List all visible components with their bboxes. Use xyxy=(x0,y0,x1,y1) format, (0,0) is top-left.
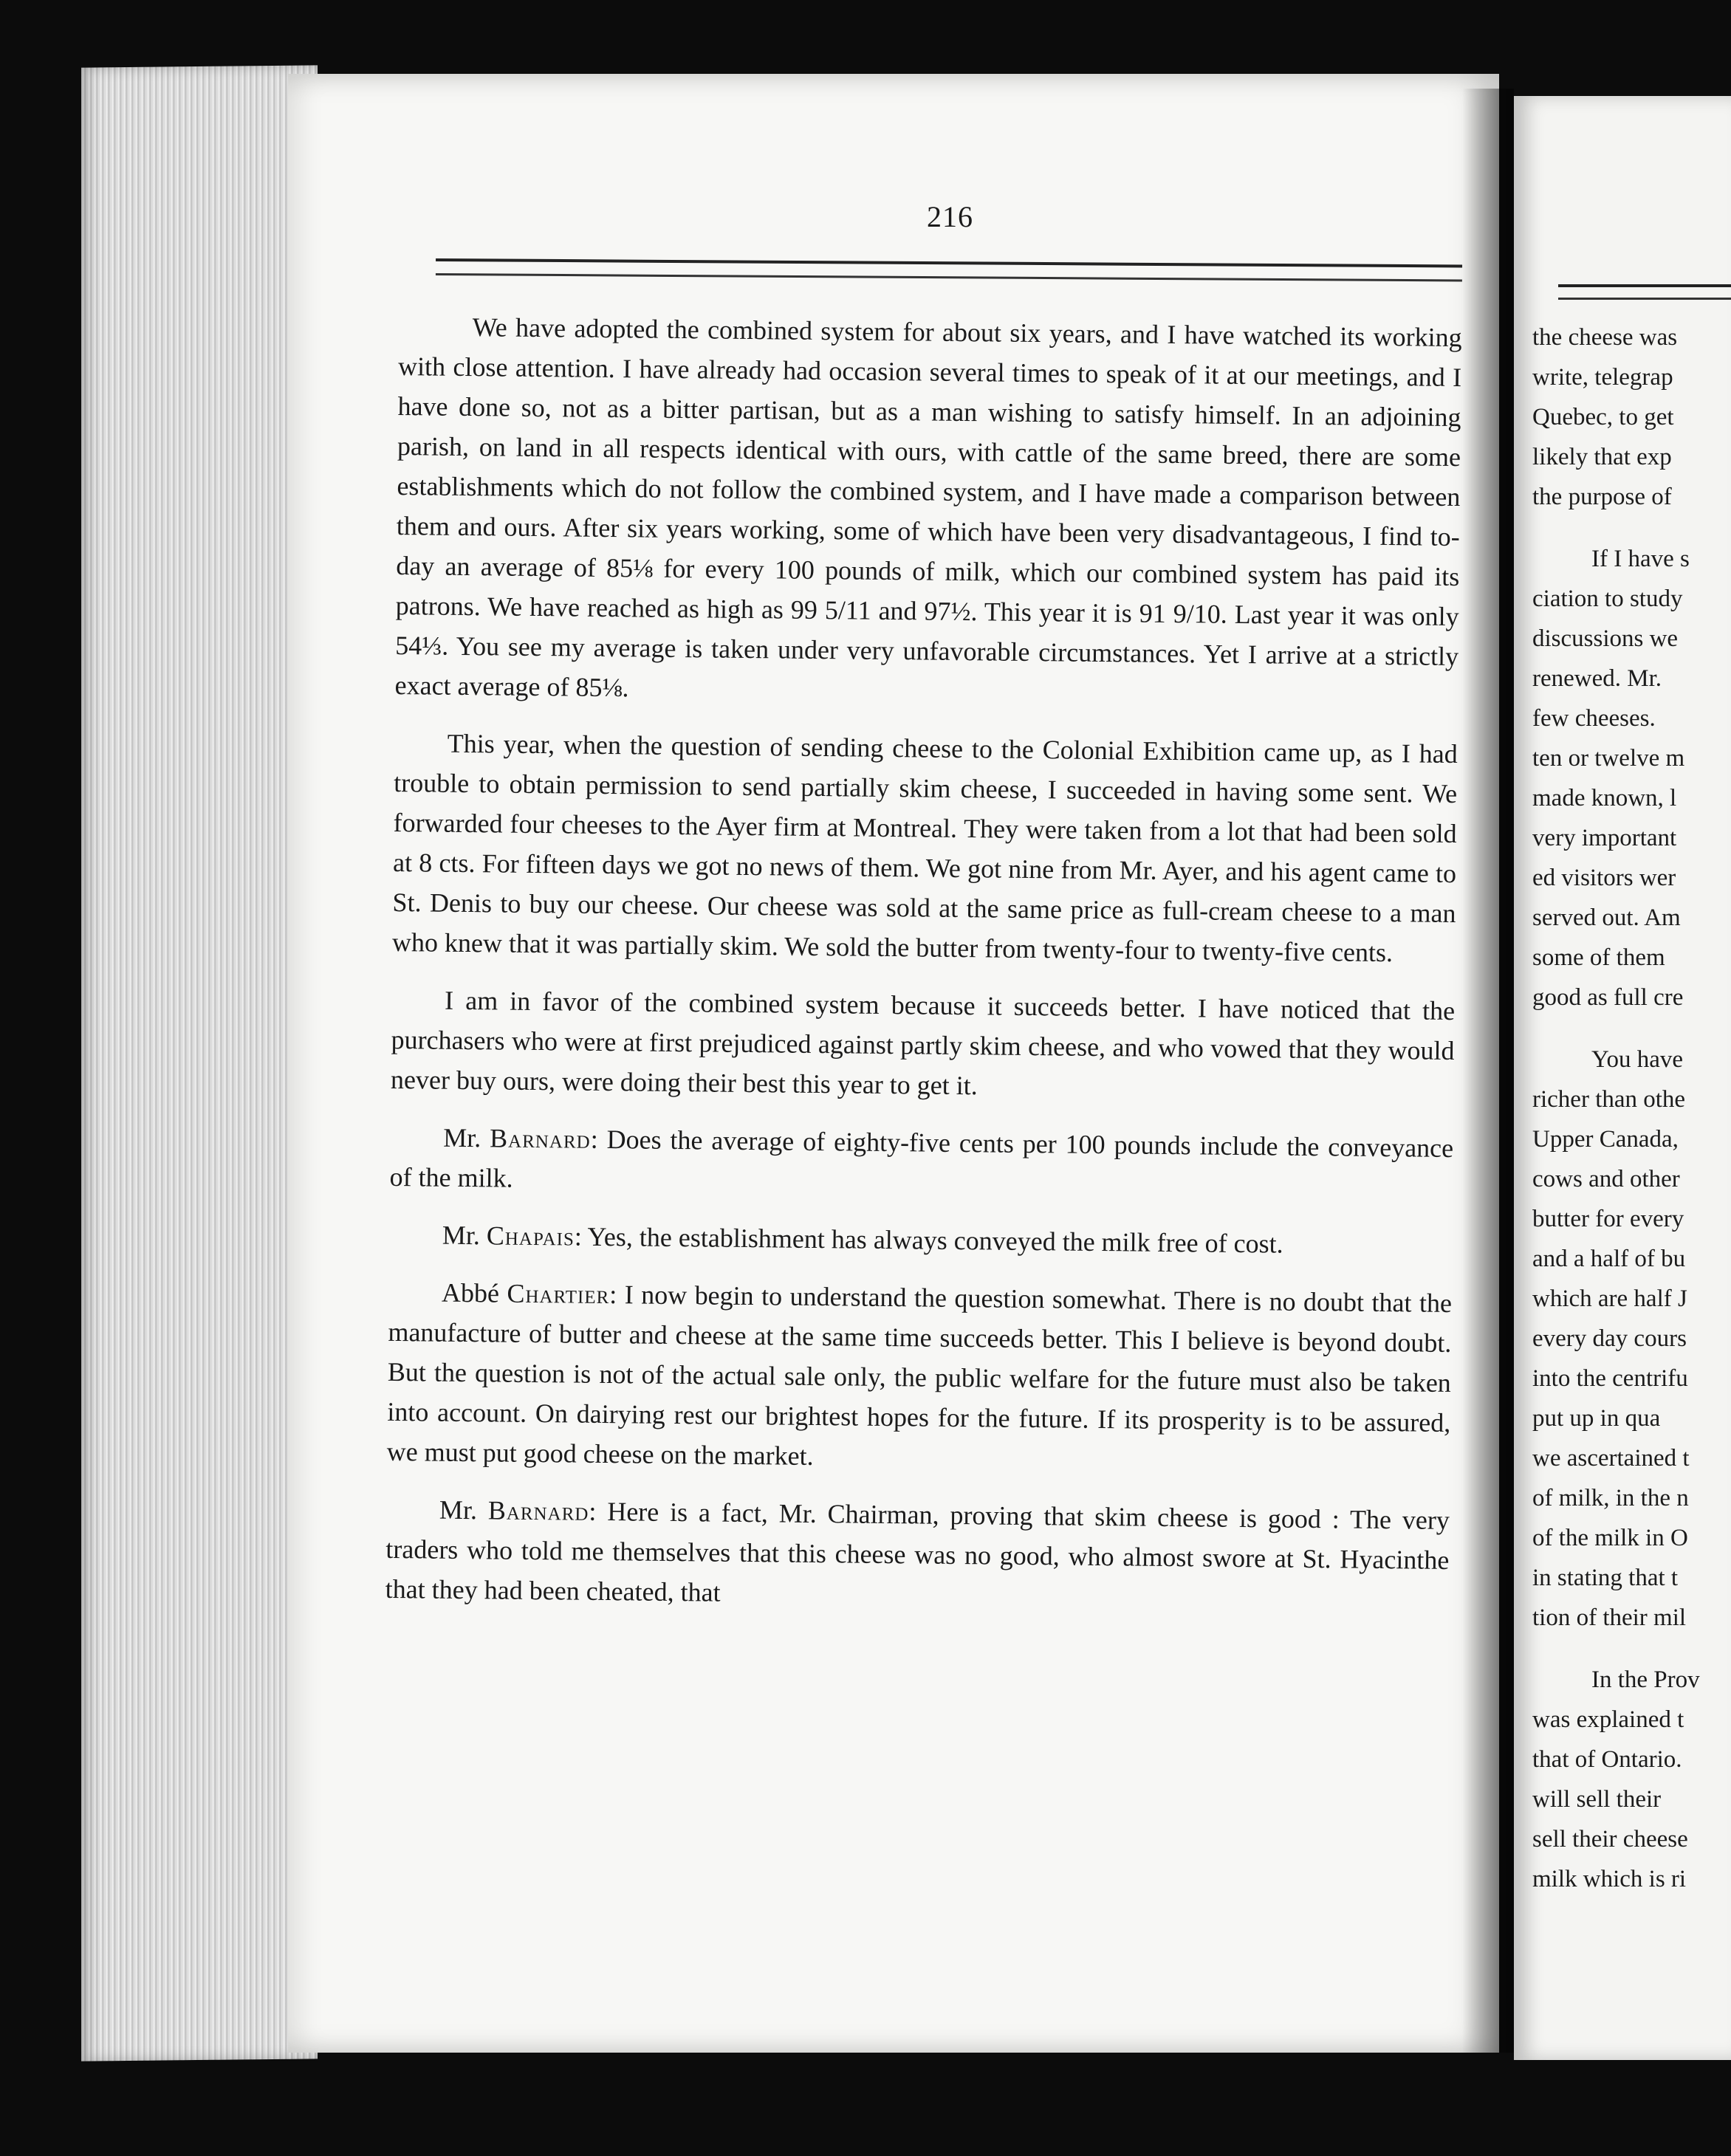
speaker-name: Chapais xyxy=(486,1221,575,1252)
right-line: and a half of bu xyxy=(1532,1246,1686,1272)
right-line: likely that exp xyxy=(1532,444,1672,470)
right-line: the purpose of xyxy=(1532,484,1672,510)
paragraph-gap xyxy=(1532,517,1731,539)
right-line: into the centrifu xyxy=(1532,1365,1688,1392)
right-line: ed visitors wer xyxy=(1532,865,1676,891)
right-line: we ascertained t xyxy=(1532,1445,1690,1472)
dialogue-paragraph: Mr. Barnard: Here is a fact, Mr. Chairman, proving that skim cheese is good : The very traders who told me themselves that this cheese was no good, who almost swore at St. Hyacinthe that they had been cheated, that xyxy=(385,1494,1450,1607)
right-line: served out. Am xyxy=(1532,904,1681,931)
paragraph-gap xyxy=(1532,1638,1731,1660)
right-line: Upper Canada, xyxy=(1532,1126,1679,1153)
right-line: tion of their mil xyxy=(1532,1604,1687,1631)
right-line: good as full cre xyxy=(1532,984,1684,1011)
right-line: renewed. Mr. xyxy=(1532,665,1662,692)
right-line: was explained t xyxy=(1532,1706,1684,1733)
right-line: very important xyxy=(1532,825,1677,851)
paragraph: We have adopted the combined system for about six years, and I have watched its working with close attention. I have already had occasion several times to speak of it at our meetings, and I have done so, not as a bitter partisan, but as a man wishing to satisfy himself. In an adjoining parish, on land in all respects identical with ours, with cattle of the same breed, there are some establishments which do not follow the combined system, and I have made a comparison between them and ours. After six years working, some of which have been very disadvantageous, I find to-day an average of 85⅛ for every 100 pounds of milk, which our combined system has paid its patrons. We have reached as high as 99 5/11 and 97½. This year it is 91 9/10. Last year it was only 54⅓. You see my average is taken under very unfavorable circumstances. Yet I arrive at a strictly exact average of 85⅛. xyxy=(394,312,1462,703)
right-line: will sell their xyxy=(1532,1786,1662,1813)
right-line: In the Prov xyxy=(1591,1666,1700,1693)
right-line: ten or twelve m xyxy=(1532,745,1685,772)
right-line: butter for every xyxy=(1532,1206,1684,1232)
right-line: the cheese was xyxy=(1532,324,1678,351)
right-line: ciation to study xyxy=(1532,586,1683,612)
right-line: write, telegrap xyxy=(1532,364,1673,391)
right-line: of milk, in the n xyxy=(1532,1485,1689,1511)
right-line: milk which is ri xyxy=(1532,1866,1687,1892)
speaker-name: Chartier xyxy=(507,1278,610,1310)
right-line: few cheeses. xyxy=(1532,705,1656,732)
page-number: 216 xyxy=(927,200,973,233)
right-line: made known, l xyxy=(1532,785,1677,811)
right-page-text xyxy=(1532,317,1731,1899)
right-line: put up in qua xyxy=(1532,1405,1661,1432)
right-line: of the milk in O xyxy=(1532,1525,1688,1551)
right-line: cows and other xyxy=(1532,1166,1680,1192)
right-line: Quebec, to get xyxy=(1532,404,1674,430)
right-line: every day cours xyxy=(1532,1325,1687,1352)
main-text xyxy=(385,306,1462,1638)
right-line: discussions we xyxy=(1532,625,1679,652)
book-gutter xyxy=(1462,89,1514,2053)
right-line: If I have s xyxy=(1591,546,1690,572)
dialogue-paragraph: Mr. Barnard: Does the average of eighty-five cents per 100 pounds include the conveyance of the milk. xyxy=(389,1122,1454,1193)
speaker-name: Barnard xyxy=(489,1123,591,1154)
paragraph-gap xyxy=(1532,1017,1731,1040)
right-line: that of Ontario. xyxy=(1532,1746,1682,1773)
right-line: richer than othe xyxy=(1532,1086,1686,1113)
right-line: sell their cheese xyxy=(1532,1826,1688,1853)
right-header-rule xyxy=(1558,284,1731,300)
right-line: in stating that t xyxy=(1532,1565,1679,1591)
paragraph: I am in favor of the combined system because it succeeds better. I have noticed that the purchasers who were at first prejudiced against partly skim cheese, and who vowed that they would never buy ours, were doing their best this year to get it. xyxy=(390,985,1456,1101)
right-line: You have xyxy=(1591,1046,1684,1073)
speaker-name: Barnard xyxy=(487,1495,589,1526)
right-line: which are half J xyxy=(1532,1285,1687,1312)
dialogue-paragraph: Mr. Chapais: Yes, the establishment has always conveyed the milk free of cost. xyxy=(442,1220,1283,1259)
right-line: some of them xyxy=(1532,944,1665,971)
paragraph: This year, when the question of sending cheese to the Colonial Exhibition came up, as I had trouble to obtain permission to send partially skim cheese, I succeeded in having some sent. We forwarded four cheeses to the Ayer firm at Montreal. They were taken from a lot that had been sold at 8 cts. For fifteen days we got no news of them. We got nine from Mr. Ayer, and his agent came to St. Denis to buy our cheese. Our cheese was sold at the same price as full-cream cheese to a man who knew that it was partially skim. We sold the butter from twenty-four to twenty-five cents. xyxy=(391,728,1458,968)
dialogue-paragraph: Abbé Chartier: I now begin to understand the question somewhat. There is no doubt that the manufacture of butter and cheese at the same time succeeds better. This I believe is beyond doubt. But the question is not of the actual sale only, the public welfare for the future must also be taken into account. On dairying rest our brightest hopes for the future. If its prosperity is to be assured, we must put good cheese on the market. xyxy=(386,1277,1453,1471)
page-edges xyxy=(81,65,318,2061)
